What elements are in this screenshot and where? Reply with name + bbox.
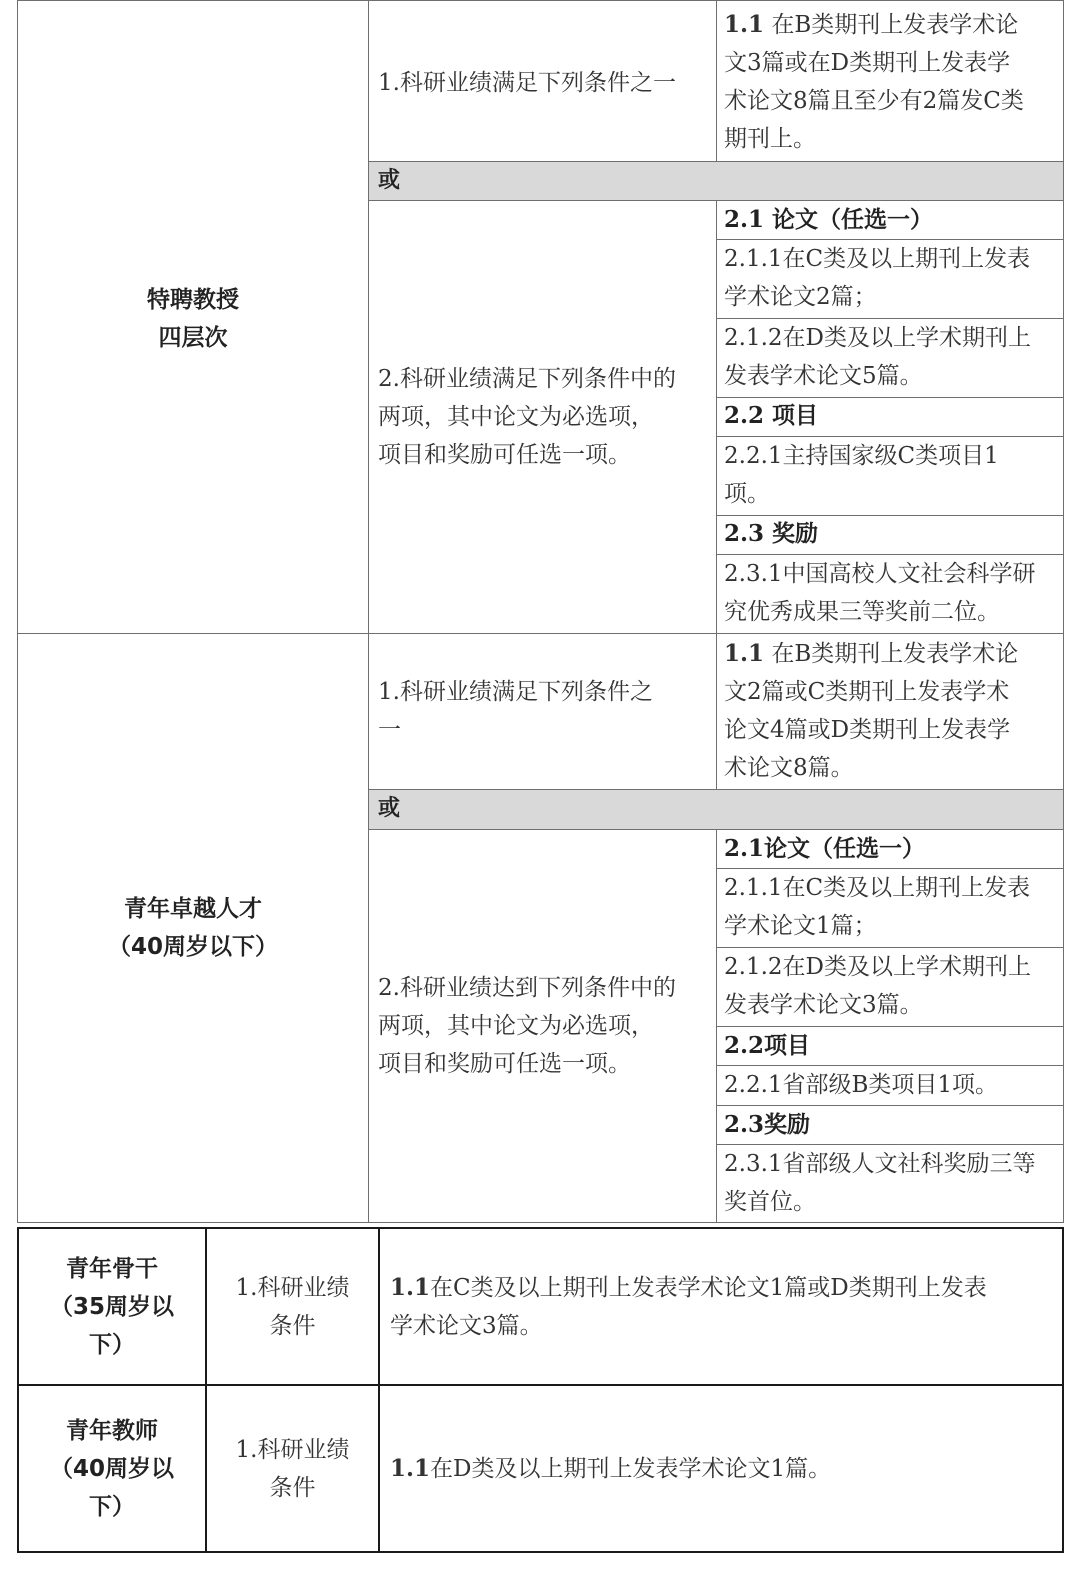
paper-option-1: 2.1.1在C类及以上期刊上发表 学术论文2篇； — [724, 246, 1031, 310]
or-band — [369, 790, 1063, 829]
or-band — [369, 162, 1063, 200]
award-heading: 2.3 奖励 — [724, 520, 819, 547]
or-label: 或 — [378, 168, 401, 193]
project-option-1: 2.2.1省部级B类项目1项。 — [724, 1072, 999, 1098]
project-heading: 2.2项目 — [724, 1032, 811, 1059]
award-option-1: 2.3.1中国高校人文社会科学研 究优秀成果三等奖前二位。 — [724, 561, 1036, 625]
condition-1-label: 1.科研业绩满足下列条件之一 — [378, 70, 676, 96]
or-label: 或 — [378, 796, 401, 821]
award-option-1: 2.3.1省部级人文社科奖励三等 奖首位。 — [724, 1151, 1036, 1215]
paper-heading: 2.1 论文（任选一） — [724, 206, 934, 233]
condition-2-label: 2.科研业绩达到下列条件中的 两项，其中论文为必选项， 项目和奖励可任选一项。 — [378, 975, 676, 1077]
category-young-backbone: 青年骨干 （35周岁以 下） — [49, 1256, 174, 1358]
condition-label: 1.科研业绩 条件 — [235, 1437, 350, 1501]
condition-1-text: 1.1 在B类期刊上发表学术论 文2篇或C类期刊上发表学术 论文4篇或D类期刊上发表学 术论文8篇。 — [724, 640, 1019, 781]
paper-heading: 2.1论文（任选一） — [724, 835, 926, 862]
paper-option-2: 2.1.2在D类及以上学术期刊上 发表学术论文3篇。 — [724, 954, 1031, 1018]
paper-option-1: 2.1.1在C类及以上期刊上发表 学术论文1篇； — [724, 875, 1031, 939]
condition-1-text: 1.1 在B类期刊上发表学术论 文3篇或在D类期刊上发表学 术论文8篇且至少有2篇发C类 期刊上。 — [724, 11, 1024, 152]
project-heading: 2.2 项目 — [724, 402, 819, 429]
condition-label: 1.科研业绩 条件 — [235, 1275, 350, 1339]
award-heading: 2.3奖励 — [724, 1111, 811, 1138]
condition-text: 1.1在C类及以上期刊上发表学术论文1篇或D类期刊上发表 学术论文3篇。 — [390, 1274, 987, 1339]
condition-text: 1.1在D类及以上期刊上发表学术论文1篇。 — [390, 1455, 832, 1482]
condition-2-label: 2.科研业绩满足下列条件中的 两项，其中论文为必选项， 项目和奖励可任选一项。 — [378, 366, 676, 468]
category-special-professor: 特聘教授 四层次 — [147, 287, 239, 351]
category-young-teacher: 青年教师 （40周岁以 下） — [49, 1418, 174, 1520]
category-young-outstanding-talent: 青年卓越人才 （40周岁以下） — [107, 896, 278, 960]
paper-option-2: 2.1.2在D类及以上学术期刊上 发表学术论文5篇。 — [724, 325, 1031, 389]
condition-1-label: 1.科研业绩满足下列条件之 一 — [378, 679, 653, 743]
project-option-1: 2.2.1主持国家级C类项目1 项。 — [724, 443, 999, 507]
